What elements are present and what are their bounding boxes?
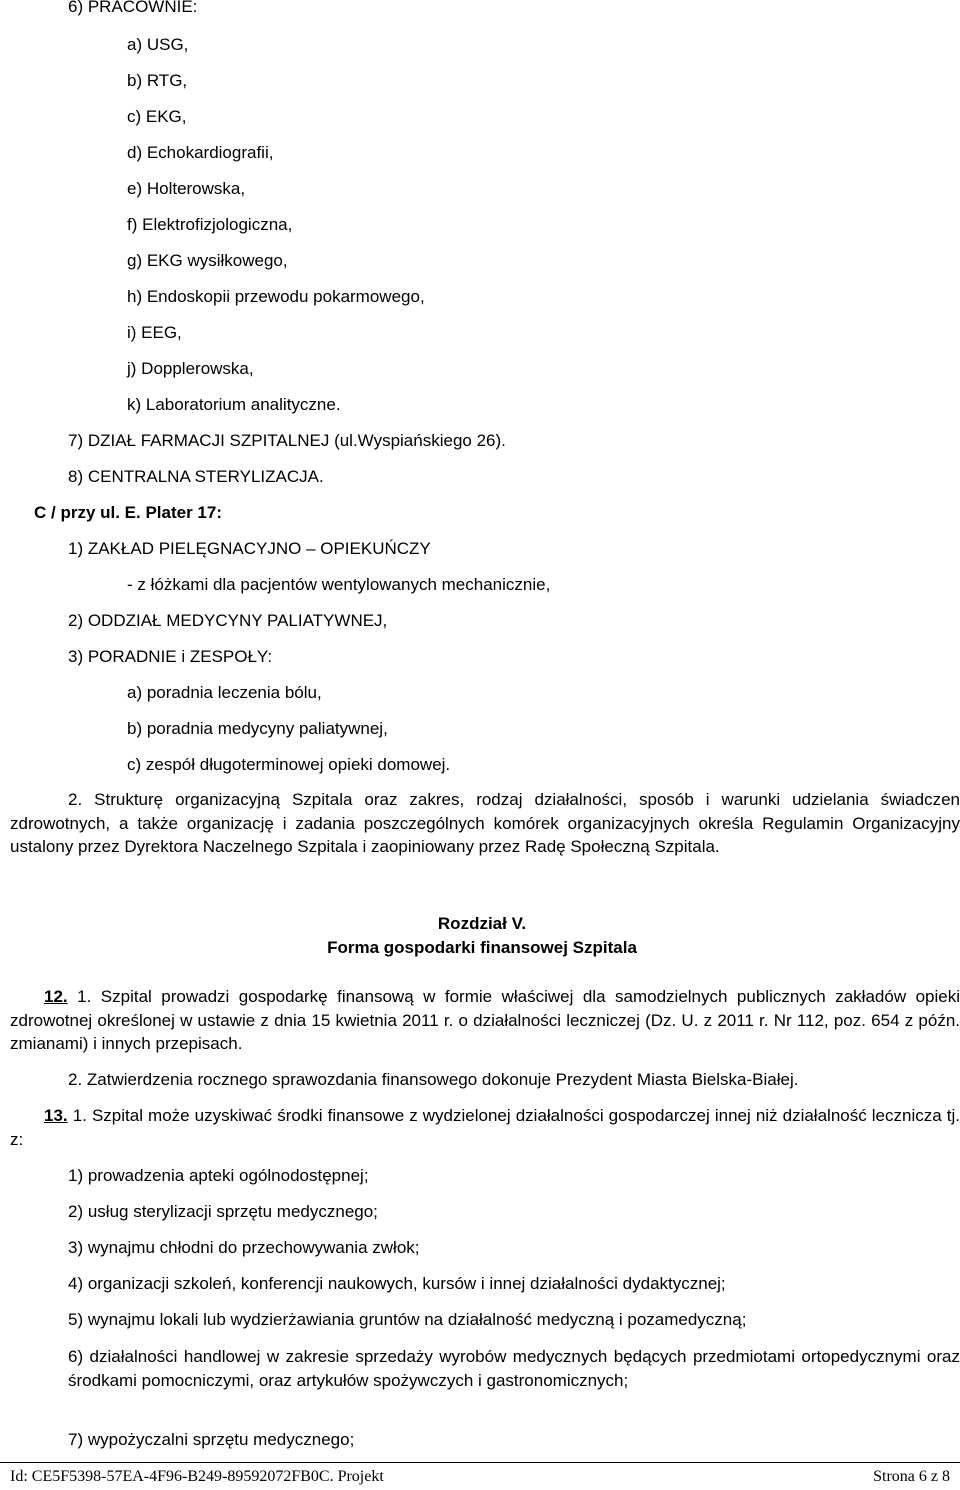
document-id: Id: CE5F5398-57EA-4F96-B249-89592072FB0C. Projekt — [10, 1468, 384, 1485]
list-item: 4) organizacji szkoleń, konferencji naukowych, kursów i innej działalności dydaktycznej; — [68, 1274, 726, 1293]
paragraph-2-text: 2. Strukturę organizacyjną Szpitala oraz zakres, rodzaj działalności, sposób i warunki udzielania świadczen zdrowotnych, a także organizację i zadania poszczególnych komórek organizacyjnych określa Regulamin Organizacyjny ustalony przez Dyrektora Naczelnego Szpitala i zaopiniowany przez Radę Społeczną Szpitala. — [10, 790, 960, 856]
list-item: f) Elektrofizjologiczna, — [127, 215, 293, 234]
list-item: h) Endoskopii przewodu pokarmowego, — [127, 287, 425, 306]
list-item: c) zespół długoterminowej opieki domowej. — [127, 755, 451, 774]
c-item-1-sub: - z łóżkami dla pacjentów wentylowanych mechanicznie, — [127, 575, 551, 594]
paragraph-12-text: 1. Szpital prowadzi gospodarkę finansową w formie właściwej dla samodzielnych publicznych zakładów opieki zdrowotnej określonej w ustawie z dnia 15 kwietnia 2011 r. o działalności leczniczej (Dz. U. z 2011 r. Nr 112, poz. 654 z późn. zmianami) i innych przepisach. — [10, 987, 960, 1053]
list-item: 6) działalności handlowej w zakresie sprzedaży wyrobów medycznych będących przedmiotami ortopedycznymi oraz środkami pomocniczymi, oraz artykułów spożywczych i gastronomicznych; — [68, 1347, 960, 1390]
list-item: 5) wynajmu lokali lub wydzierżawiania gruntów na działalność medyczną i pozamedyczną; — [68, 1310, 747, 1329]
chapter-title: Forma gospodarki finansowej Szpitala — [327, 938, 637, 957]
section-8: 8) CENTRALNA STERYLIZACJA. — [68, 467, 324, 486]
paragraph-12-label: 12. — [44, 987, 68, 1006]
paragraph-12 — [10, 985, 960, 1056]
list-item: 1) prowadzenia apteki ogólnodostępnej; — [68, 1166, 369, 1185]
list-item: a) poradnia leczenia bólu, — [127, 683, 322, 702]
list-item: e) Holterowska, — [127, 179, 246, 198]
list-item: d) Echokardiografii, — [127, 143, 274, 162]
page-number: Strona 6 z 8 — [873, 1468, 950, 1485]
list-item: k) Laboratorium analityczne. — [127, 395, 341, 414]
location-c-heading: C / przy ul. E. Plater 17: — [34, 503, 223, 522]
paragraph-13-label: 13. — [44, 1106, 68, 1125]
list-item: b) poradnia medycyny paliatywnej, — [127, 719, 388, 738]
list-item: 7) wypożyczalni sprzętu medycznego; — [68, 1430, 355, 1449]
section-6-heading: 6) PRACOWNIE: — [68, 0, 198, 16]
list-item: b) RTG, — [127, 71, 188, 90]
list-item: 2) usług sterylizacji sprzętu medycznego; — [68, 1202, 378, 1221]
list-item: g) EKG wysiłkowego, — [127, 251, 288, 270]
chapter-number: Rozdział V. — [437, 914, 527, 933]
c-item-3: 3) PORADNIE i ZESPOŁY: — [68, 647, 273, 666]
paragraph-13 — [10, 1104, 960, 1151]
list-item: j) Dopplerowska, — [127, 359, 254, 378]
c-item-1: 1) ZAKŁAD PIELĘGNACYJNO – OPIEKUŃCZY — [68, 539, 431, 558]
list-item: i) EEG, — [127, 323, 182, 342]
list-item: c) EKG, — [127, 107, 187, 126]
list-item: 3) wynajmu chłodni do przechowywania zwłok; — [68, 1238, 420, 1257]
section-7: 7) DZIAŁ FARMACJI SZPITALNEJ (ul.Wyspiańskiego 26). — [68, 431, 506, 450]
paragraph-12-point-2: 2. Zatwierdzenia rocznego sprawozdania finansowego dokonuje Prezydent Miasta Bielska-Białej. — [68, 1070, 799, 1089]
c-item-2: 2) ODDZIAŁ MEDYCYNY PALIATYWNEJ, — [68, 611, 388, 630]
paragraph-13-text: 1. Szpital może uzyskiwać środki finansowe z wydzielonej działalności gospodarczej innej niż działalność lecznicza tj. z: — [10, 1106, 960, 1149]
list-item: a) USG, — [127, 35, 189, 54]
paragraph-2 — [10, 788, 960, 859]
page-footer — [0, 1462, 960, 1490]
